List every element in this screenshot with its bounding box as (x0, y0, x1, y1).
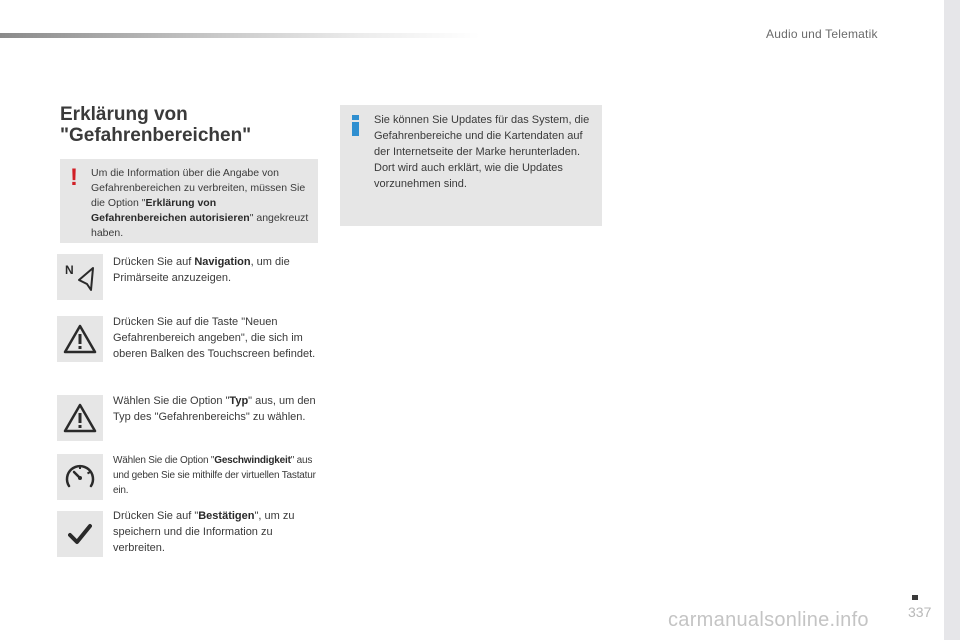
step-4-text-b: " aus und geben Sie sie mithilfe der virtuellen Tastatur ein. (113, 455, 316, 496)
warning-note-text-b: " angekreuzt haben. (91, 212, 309, 239)
speedometer-icon (57, 454, 103, 500)
step-1-text-b: , um die Primärseite anzuzeigen. (113, 256, 290, 284)
exclamation-icon: ! (70, 164, 78, 191)
svg-text:N: N (65, 263, 74, 277)
warning-note-text-a: Um die Information über die Angabe von Gefahrenbereichen zu verbreiten, müssen Sie die Option " (91, 167, 306, 209)
info-note-text (374, 112, 596, 192)
step-5-option: Bestätigen (198, 510, 255, 522)
warning-note-option: Erklärung von Gefahrenbereichen autorisieren (91, 197, 250, 224)
step-4-text (113, 453, 318, 498)
checkmark-icon (57, 511, 103, 557)
page-heading (60, 104, 320, 146)
navigation-icon (57, 254, 103, 300)
step-4-text-a: Wählen Sie die Option " (113, 455, 215, 466)
step-1-text-a: Drücken Sie auf (113, 256, 195, 268)
step-5-text-b: ", um zu speichern und die Information zu verbreiten. (113, 510, 295, 554)
step-2-text-a: Drücken Sie auf die Taste "Neuen Gefahrenbereich angeben", die sich im oberen Balken des Touchscreen befindet. (113, 316, 316, 360)
info-icon-bar (352, 122, 359, 136)
step-5-text (113, 508, 318, 556)
page-heading-line1: Erklärung von (60, 104, 188, 125)
step-3-text (113, 393, 318, 425)
warning-triangle-icon (57, 316, 103, 362)
step-1-text (113, 254, 318, 286)
step-2-text (113, 314, 318, 362)
page-number: 337 (908, 604, 932, 620)
step-1-option: Navigation (194, 256, 251, 268)
info-icon (352, 115, 359, 120)
right-margin-strip (944, 0, 960, 640)
step-4-option: Geschwindigkeit (214, 455, 291, 466)
page-heading-line2: "Gefahrenbereichen" (60, 125, 252, 146)
top-decorative-bar (0, 33, 480, 38)
warning-note-text (91, 166, 313, 241)
step-3-text-b: " aus, um den Typ des "Gefahrenbereichs" zu wählen. (113, 395, 316, 423)
watermark: carmanualsonline.info (668, 609, 869, 631)
warning-triangle-icon (57, 395, 103, 441)
step-5-text-a: Drücken Sie auf " (113, 510, 199, 522)
section-title: Audio und Telematik (766, 27, 878, 41)
step-3-option: Typ (229, 395, 249, 407)
info-note-line2: Dort wird auch erklärt, wie die Updates vorzunehmen sind. (374, 162, 563, 190)
step-3-text-a: Wählen Sie die Option " (113, 395, 230, 407)
page-marker (912, 595, 918, 600)
info-note-line1: Sie können Sie Updates für das System, die Gefahrenbereiche und die Kartendaten auf der Internetseite der Marke herunterladen. (374, 114, 590, 158)
